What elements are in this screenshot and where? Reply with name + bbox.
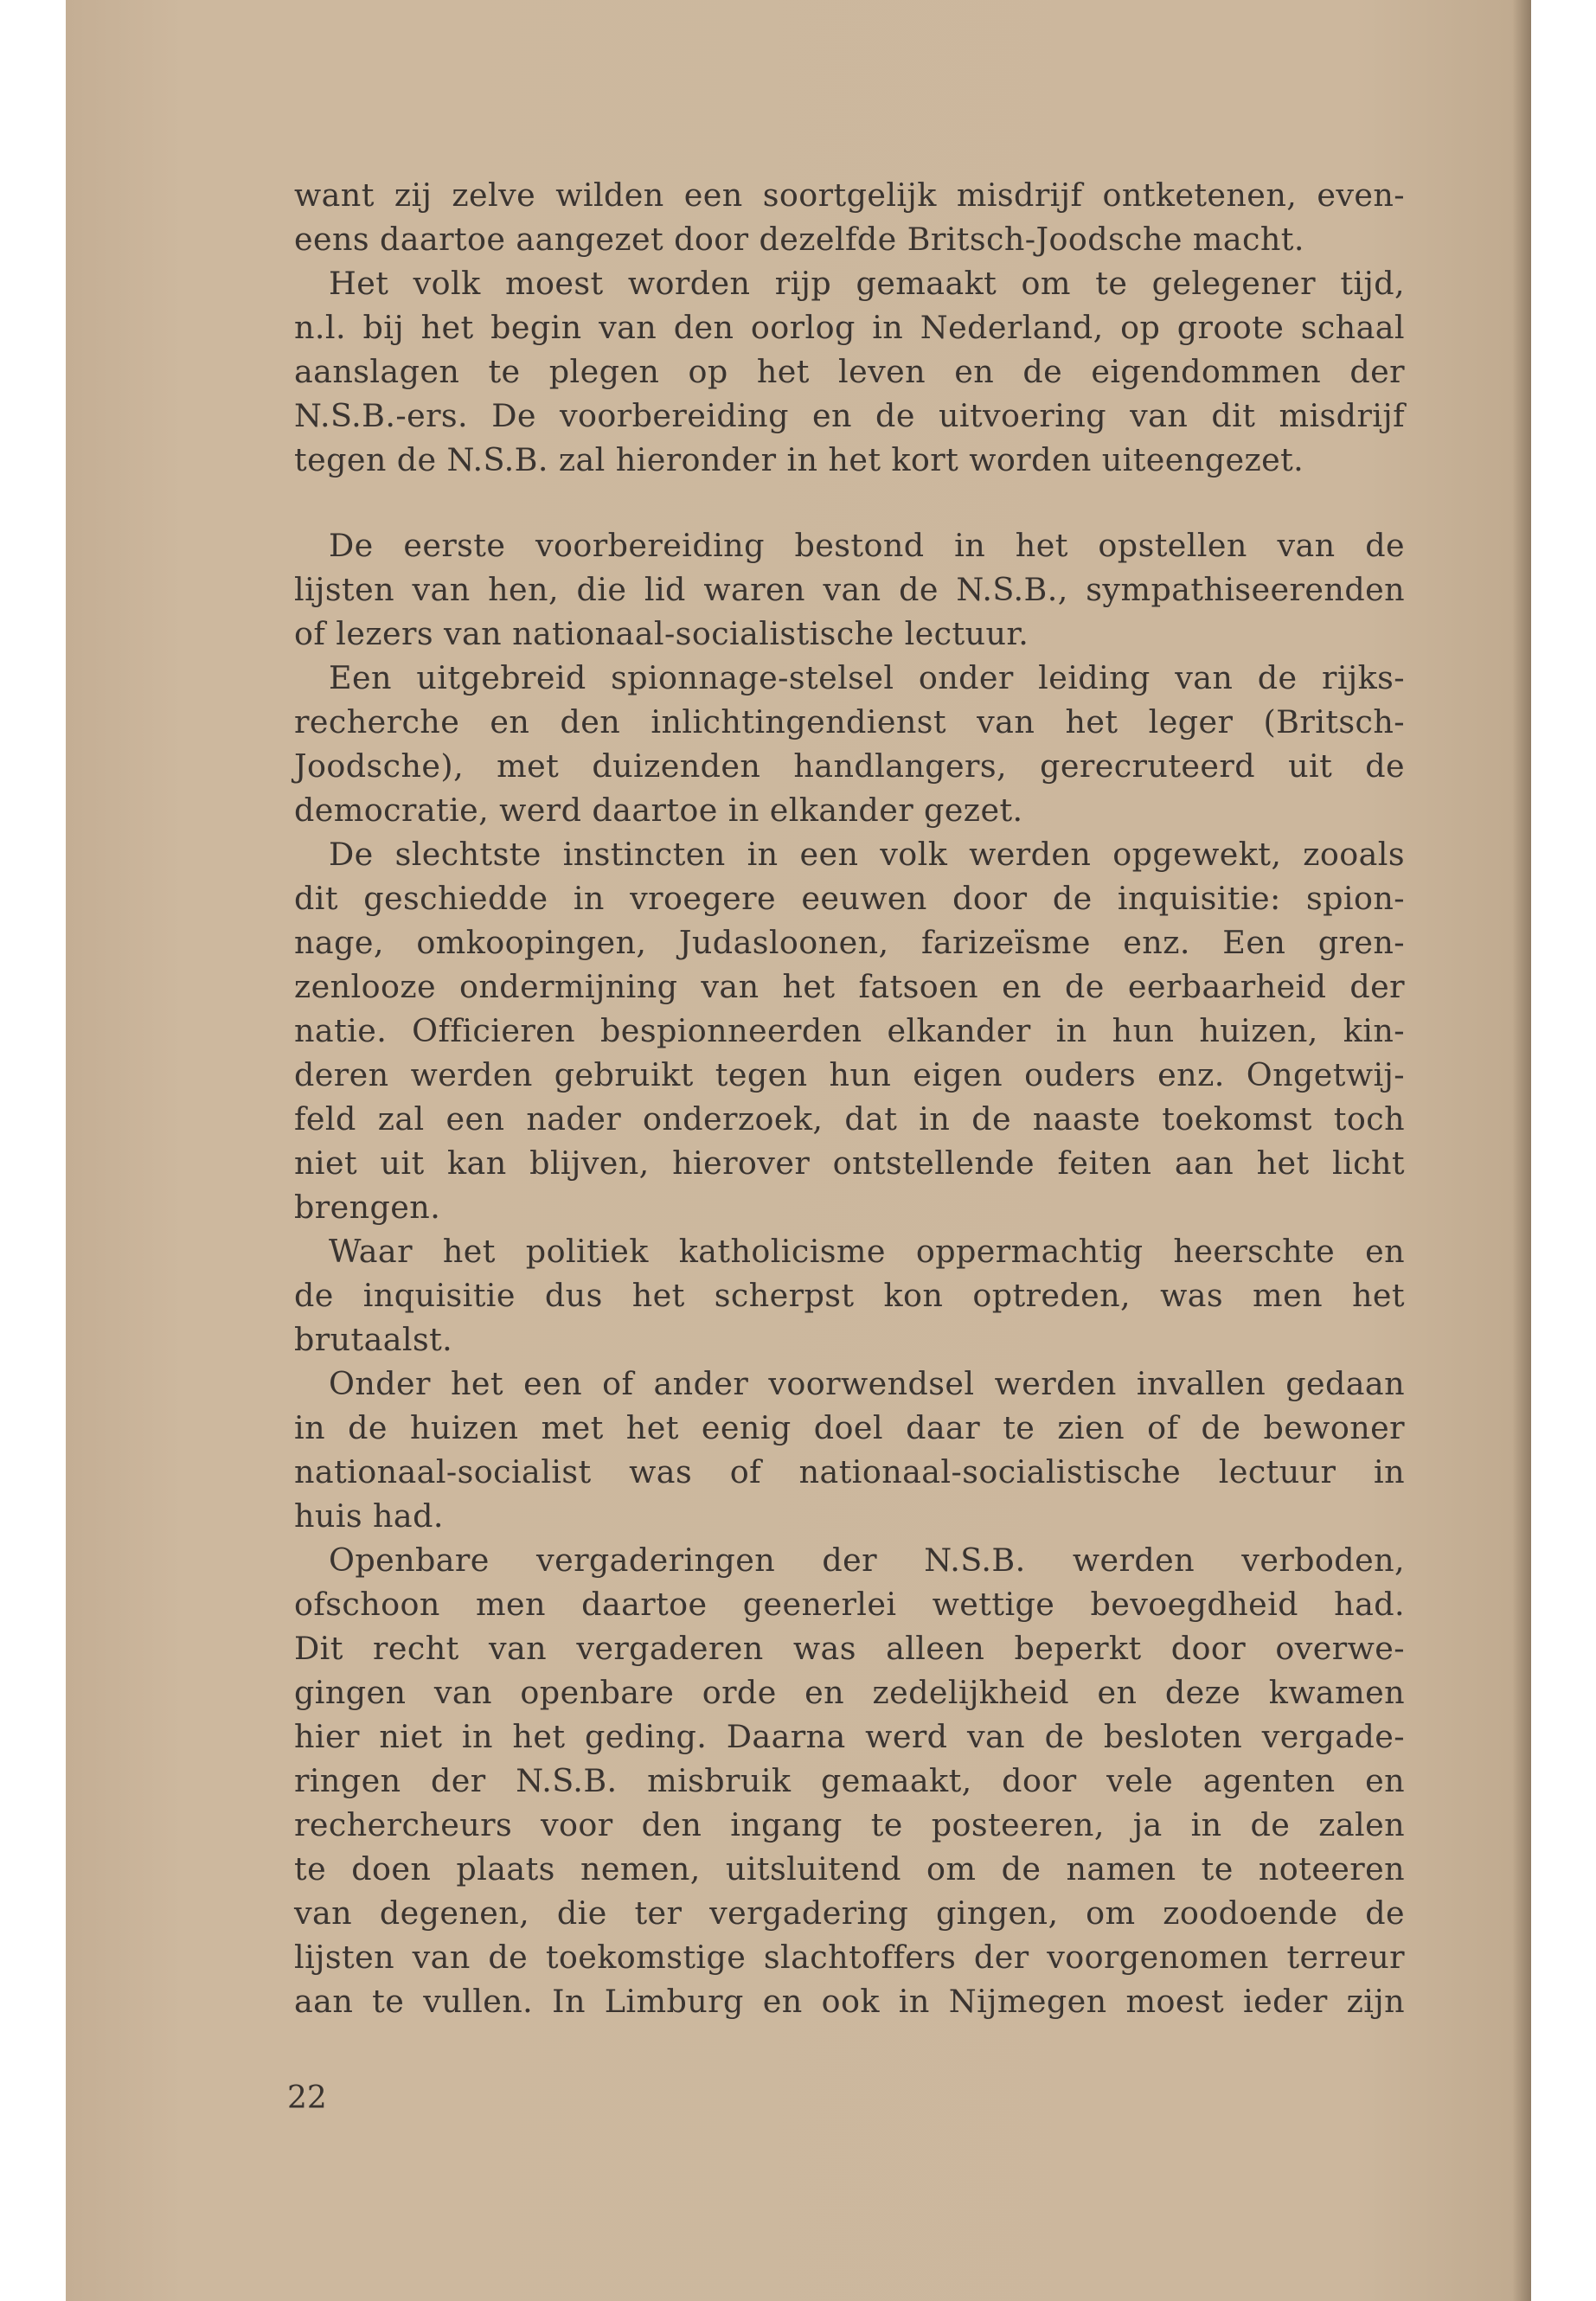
- text-line: brengen.: [294, 1189, 441, 1226]
- text-line: De slechtste instincten in een volk werden opgewekt, zooals: [329, 836, 1405, 873]
- text-line: van degenen, die ter vergadering gingen, om zoodoende de: [294, 1894, 1405, 1932]
- text-line: of lezers van nationaal-socialistische lectuur.: [294, 615, 1029, 652]
- text-line: lijsten van de toekomstige slachtoffers der voorgenomen terreur: [294, 1939, 1405, 1976]
- section-gap: [294, 482, 1405, 523]
- text-line: recherche en den inlichtingendienst van het leger (Britsch-: [294, 703, 1405, 740]
- text-line: in de huizen met het eenig doel daar te zien of de bewoner: [294, 1409, 1405, 1446]
- text-line: tegen de N.S.B. zal hieronder in het kort worden uiteengezet.: [294, 441, 1304, 478]
- text-line: Onder het een of ander voorwendsel werden invallen gedaan: [329, 1365, 1405, 1402]
- text-line: feld zal een nader onderzoek, dat in de naaste toekomst toch: [294, 1100, 1405, 1138]
- page-edge-shadow: [1512, 0, 1531, 2301]
- text-line: Dit recht van vergaderen was alleen beperkt door overwe-: [294, 1630, 1405, 1667]
- text-line: ringen der N.S.B. misbruik gemaakt, door vele agenten en: [294, 1762, 1405, 1799]
- text-line: Openbare vergaderingen der N.S.B. werden verboden,: [329, 1541, 1405, 1579]
- text-line: n.l. bij het begin van den oorlog in Nederland, op groote schaal: [294, 309, 1405, 346]
- text-line: deren werden gebruikt tegen hun eigen ouders enz. Ongetwij-: [294, 1056, 1405, 1093]
- text-line: nationaal-socialist was of nationaal-socialistische lectuur in: [294, 1453, 1405, 1490]
- text-line: ofschoon men daartoe geenerlei wettige bevoegdheid had.: [294, 1586, 1405, 1623]
- text-line: gingen van openbare orde en zedelijkheid en deze kwamen: [294, 1674, 1405, 1711]
- text-line: rechercheurs voor den ingang te posteeren, ja in de zalen: [294, 1806, 1405, 1843]
- text-line: hier niet in het geding. Daarna werd van de besloten vergade-: [294, 1718, 1405, 1755]
- text-line: want zij zelve wilden een soortgelijk misdrijf ontketenen, even-: [294, 176, 1405, 214]
- text-line: natie. Officieren bespionneerden elkander in hun huizen, kin-: [294, 1012, 1405, 1049]
- text-line: lijsten van hen, die lid waren van de N.S.B., sympathiseerenden: [294, 571, 1405, 608]
- text-line: aanslagen te plegen op het leven en de eigendommen der: [294, 353, 1405, 390]
- text-line: Een uitgebreid spionnage-stelsel onder leiding van de rijks-: [329, 659, 1405, 696]
- body-text: [294, 173, 1405, 2023]
- text-line: De eerste voorbereiding bestond in het opstellen van de: [329, 527, 1405, 564]
- text-line: dit geschiedde in vroegere eeuwen door de inquisitie: spion-: [294, 880, 1405, 917]
- text-line: niet uit kan blijven, hierover ontstellende feiten aan het licht: [294, 1144, 1405, 1182]
- text-line: N.S.B.-ers. De voorbereiding en de uitvoering van dit misdrijf: [294, 397, 1405, 434]
- text-line: de inquisitie dus het scherpst kon optreden, was men het: [294, 1277, 1405, 1314]
- text-line: brutaalst.: [294, 1321, 453, 1358]
- text-line: zenlooze ondermijning van het fatsoen en de eerbaarheid der: [294, 968, 1405, 1005]
- book-page: [66, 0, 1531, 2301]
- text-line: aan te vullen. In Limburg en ook in Nijmegen moest ieder zijn: [294, 1983, 1405, 2020]
- text-line: Het volk moest worden rijp gemaakt om te gelegener tijd,: [329, 265, 1405, 302]
- page-number: 22: [287, 2080, 327, 2116]
- text-line: Joodsche), met duizenden handlangers, gerecruteerd uit de: [294, 747, 1405, 785]
- text-line: Waar het politiek katholicisme oppermachtig heerschte en: [329, 1233, 1405, 1270]
- text-line: huis had.: [294, 1497, 444, 1535]
- text-line: nage, omkoopingen, Judasloonen, farizeïsme enz. Een gren-: [294, 924, 1405, 961]
- text-line: democratie, werd daartoe in elkander gezet.: [294, 792, 1023, 829]
- text-line: eens daartoe aangezet door dezelfde Britsch-Joodsche macht.: [294, 221, 1304, 258]
- text-line: te doen plaats nemen, uitsluitend om de namen te noteeren: [294, 1850, 1405, 1888]
